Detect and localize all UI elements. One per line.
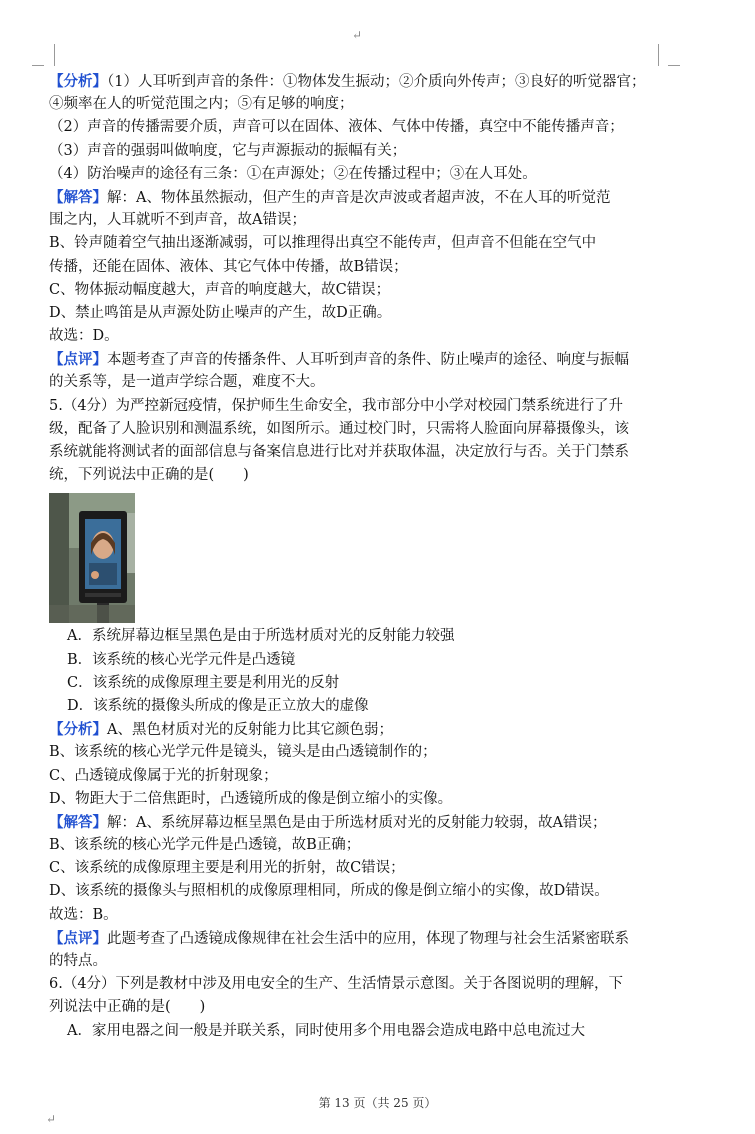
options-q5 bbox=[49, 625, 669, 718]
section-tag: 【分析】 bbox=[49, 721, 107, 739]
option-text: C．该系统的成像原理主要是利用光的反射 bbox=[67, 674, 340, 691]
line-text: B、该系统的核心光学元件是镜头，镜头是由凸透镜制作的； bbox=[49, 744, 437, 761]
text-line bbox=[49, 186, 669, 209]
text-line bbox=[49, 880, 669, 903]
crop-mark-top-right bbox=[658, 44, 669, 66]
line-text: 统，下列说法中正确的是( ) bbox=[49, 467, 249, 484]
gate-system-photo bbox=[49, 493, 135, 623]
option-text: D．该系统的摄像头所成的像是正立放大的虚像 bbox=[67, 697, 369, 714]
line-text: （2）声音的传播需要介质，声音可以在固体、液体、气体中传播，真空中不能传播声音； bbox=[49, 119, 624, 136]
text-line bbox=[49, 371, 669, 394]
text-line bbox=[49, 140, 669, 163]
section-tag: 【点评】 bbox=[49, 351, 107, 369]
text-line bbox=[49, 209, 669, 232]
line-text: 传播，还能在固体、液体、其它气体中传播，故B错误； bbox=[49, 258, 408, 275]
analysis-block-q4 bbox=[49, 70, 669, 487]
text-line bbox=[49, 325, 669, 348]
document-body bbox=[49, 70, 669, 1043]
line-text: 解：A、物体虽然振动，但产生的声音是次声波或者超声波，不在人耳的听觉范 bbox=[107, 189, 611, 206]
text-line bbox=[49, 441, 669, 464]
crop-mark-top-right-h bbox=[668, 65, 680, 66]
text-line bbox=[49, 163, 669, 186]
section-tag: 【解答】 bbox=[49, 188, 107, 206]
line-text: 列说法中正确的是( ) bbox=[49, 999, 206, 1016]
line-text: 的关系等，是一道声学综合题，难度不大。 bbox=[49, 374, 325, 391]
line-text: D、禁止鸣笛是从声源处防止噪声的产生，故D正确。 bbox=[49, 304, 392, 321]
option-text: A．系统屏幕边框呈黑色是由于所选材质对光的反射能力较强 bbox=[67, 628, 455, 645]
text-line bbox=[49, 811, 669, 834]
section-tag: 【分析】 bbox=[49, 73, 107, 90]
option-q6-a: A．家用电器之间一般是并联关系，同时使用多个用电器会造成电路中总电流过大 bbox=[67, 1022, 585, 1039]
crop-mark-top-left bbox=[44, 44, 55, 66]
text-line bbox=[49, 857, 669, 880]
option-text: B．该系统的核心光学元件是凸透镜 bbox=[67, 651, 296, 668]
section-tag: 【解答】 bbox=[49, 813, 107, 831]
line-text: 6.（4分）下列是教材中涉及用电安全的生产、生活情景示意图。关于各图说明的理解，下 bbox=[49, 976, 624, 993]
line-text: D、该系统的摄像头与照相机的成像原理相同，所成的像是倒立缩小的实像，故D错误。 bbox=[49, 883, 609, 900]
line-text: 围之内，人耳就听不到声音，故A错误； bbox=[49, 212, 306, 229]
paragraph-mark-top: ↵ bbox=[352, 28, 363, 42]
option-item bbox=[49, 672, 669, 695]
line-text: （3）声音的强弱叫做响度，它与声源振动的振幅有关； bbox=[49, 142, 407, 159]
text-line bbox=[49, 93, 669, 116]
line-text: 故选：D。 bbox=[49, 328, 119, 345]
line-text: D、物距大于二倍焦距时，凸透镜所成的像是倒立缩小的实像。 bbox=[49, 790, 453, 807]
line-text: B、铃声随着空气抽出逐渐减弱，可以推理得出真空不能传声，但声音不但能在空气中 bbox=[49, 235, 597, 252]
text-line bbox=[49, 302, 669, 325]
line-text: 此题考查了凸透镜成像规律在社会生活中的应用，体现了物理与社会生活紧密联系 bbox=[107, 930, 629, 947]
page-footer: 第 13 页（共 25 页） bbox=[318, 1096, 437, 1110]
text-line bbox=[49, 950, 669, 973]
paragraph-mark-bottom: ↵ bbox=[46, 1112, 57, 1126]
text-line bbox=[49, 718, 669, 741]
face-recognition-terminal-image bbox=[49, 493, 135, 623]
line-text: （4）防治噪声的途径有三条：①在声源处；②在传播过程中；③在人耳处。 bbox=[49, 165, 537, 182]
line-text: C、凸透镜成像属于光的折射现象； bbox=[49, 767, 278, 784]
line-text: 本题考查了声音的传播条件、人耳听到声音的条件、防止噪声的途径、响度与振幅 bbox=[107, 352, 629, 369]
text-line bbox=[49, 904, 669, 927]
text-line bbox=[49, 70, 669, 93]
text-line bbox=[49, 464, 669, 487]
line-text: 系统就能将测试者的面部信息与备案信息进行比对并获取体温，决定放行与否。关于门禁系 bbox=[49, 444, 629, 460]
section-tag: 【点评】 bbox=[49, 929, 107, 947]
line-text: C、该系统的成像原理主要是利用光的折射，故C错误； bbox=[49, 860, 405, 877]
line-text: 解：A、系统屏幕边框呈黑色是由于所选材质对光的反射能力较弱，故A错误； bbox=[107, 814, 607, 831]
option-item bbox=[49, 695, 669, 718]
text-line bbox=[49, 741, 669, 764]
text-line bbox=[49, 973, 669, 996]
option-item bbox=[49, 649, 669, 672]
line-text: 5.（4分）为严控新冠疫情，保护师生生命安全，我市部分中小学对校园门禁系统进行了升 bbox=[49, 397, 624, 414]
line-text: C、物体振动幅度越大，声音的响度越大，故C错误； bbox=[49, 281, 391, 298]
text-line bbox=[49, 279, 669, 302]
text-line bbox=[49, 765, 669, 788]
text-line bbox=[49, 834, 669, 857]
text-line bbox=[49, 996, 669, 1019]
text-line bbox=[49, 348, 669, 371]
crop-mark-top-left-h bbox=[32, 65, 44, 66]
text-line bbox=[49, 395, 669, 418]
line-text: 级，配备了人脸识别和测温系统，如图所示。通过校门时，只需将人脸面向屏幕摄像头，该 bbox=[49, 420, 629, 437]
text-line bbox=[49, 927, 669, 950]
line-text: （1）人耳听到声音的条件：①物体发生振动；②介质向外传声；③良好的听觉器官； bbox=[107, 74, 646, 90]
line-text: 的特点。 bbox=[49, 953, 107, 969]
text-line bbox=[49, 256, 669, 279]
text-line bbox=[49, 232, 669, 255]
line-text: 故选：B。 bbox=[49, 906, 118, 923]
text-line bbox=[49, 418, 669, 441]
line-text: ④频率在人的听觉范围之内；⑤有足够的响度； bbox=[49, 96, 354, 113]
option-item bbox=[49, 625, 669, 648]
line-text: B、该系统的核心光学元件是凸透镜，故B正确； bbox=[49, 837, 361, 854]
analysis-block-q5 bbox=[49, 718, 669, 1019]
line-text: A、黑色材质对光的反射能力比其它颜色弱； bbox=[107, 722, 393, 739]
text-line bbox=[49, 788, 669, 811]
text-line bbox=[49, 116, 669, 139]
